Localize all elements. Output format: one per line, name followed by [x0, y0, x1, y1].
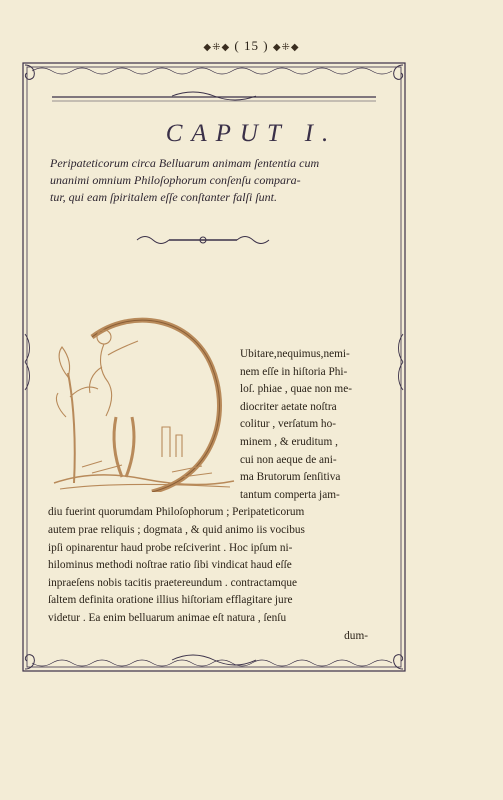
subtitle-line: unanimi omnium Philoſophorum conſenſu compara-	[50, 173, 301, 187]
text-line: Ubitare,nequimus,nemi-	[240, 348, 350, 360]
catchword: dum-	[344, 629, 368, 642]
text-line: inpraeſens nobis tacitis praetereundum . contractamque	[48, 576, 298, 589]
text-line: videtur . Ea enim belluarum animae eſt natura , ſenſu	[48, 611, 287, 624]
text-line: loſ. phiae , quae non me-	[240, 383, 352, 396]
text-line: cui non aeque de ani-	[240, 453, 337, 466]
text-line: diocriter aetate noſtra	[240, 400, 337, 413]
text-line: diu fuerint quorumdam Philoſophorum ; Peripateticorum	[48, 506, 305, 519]
text-line: ſaltem definita oratione illius hiſtoriam efflagitare jure	[48, 594, 293, 607]
right-ornament: ◆⁜◆	[272, 42, 300, 53]
page-number-text: ( 15 )	[234, 38, 269, 53]
subtitle-line: Peripateticorum circa Belluarum animam ſententia cum	[50, 156, 320, 170]
text-line: autem prae reliquis ; dogmata , & quid animo iis vocibus	[48, 523, 305, 536]
text-line: tantum comperta jam-	[240, 488, 340, 501]
text-line: ipſi opinarentur haud probe reſciverint . Hoc ipſum ni-	[48, 541, 293, 554]
text-line: ma Brutorum ſenſitiva	[240, 471, 341, 484]
text-line: nem eſſe in hiſtoria Phi-	[240, 365, 348, 378]
text-line: hilominus methodi noſtrae ratio ſibi vindicat haud eſſe	[48, 559, 292, 572]
page-number	[0, 38, 503, 54]
subtitle-line: tur, qui eam ſpiritalem eſſe conſtanter falſi ſunt.	[50, 190, 277, 204]
text-line: minem , & eruditum ,	[240, 435, 338, 448]
chapter-subtitle	[50, 155, 380, 206]
left-ornament: ◆⁜◆	[203, 42, 231, 53]
body-text	[48, 346, 388, 645]
text-line: colitur , verſatum ho-	[240, 418, 336, 431]
divider-ornament	[133, 232, 273, 248]
chapter-heading: CAPUT I.	[165, 120, 338, 147]
